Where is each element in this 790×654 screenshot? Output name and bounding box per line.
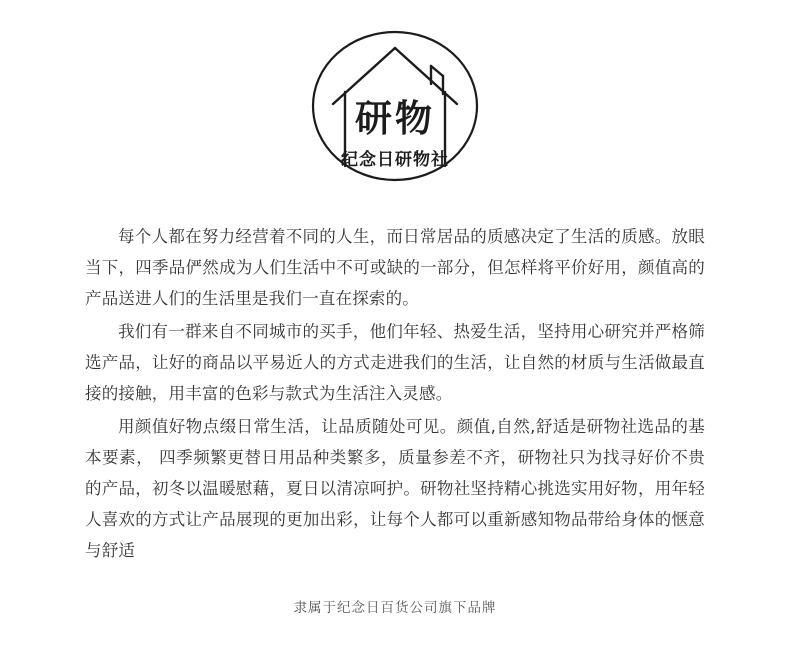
footer-affiliation: 隶属于纪念日百货公司旗下品牌 (293, 600, 497, 616)
paragraph-3: 用颜值好物点缀日常生活，让品质随处可见。颜值,自然,舒适是研物社选品的基本要素， 四季频繁更替日用品种类繁多，质量参差不齐，研物社只为找寻好价不贵的产品，初冬以温暖慰藉，夏日以清凉呵护。研物社坚持精心挑选实用好物，用年轻人喜欢的方式让产品展现的更加出彩，让每个人都可以重新感知物品带给身体的惬意与舒适 (85, 417, 705, 560)
paragraph-2: 我们有一群来自不同城市的买手，他们年轻、热爱生活，坚持用心研究并严格筛选产品，让好的商品以平易近人的方式走进我们的生活，让自然的材质与生活做最直接的接触，用丰富的色彩与款式为生活注入灵感。 (85, 322, 705, 403)
brand-sub-name: 纪念日研物社 (341, 150, 449, 170)
brand-main-name: 研物 (355, 96, 435, 140)
paragraph-1: 每个人都在努力经营着不同的人生，而日常居品的质感决定了生活的质感。放眼当下，四季品俨然成为人们生活中不可或缺的一部分，但怎样将平价好用，颜值高的产品送进人们的生活里是我们一直在探索的。 (85, 227, 705, 308)
brand-story-copy (85, 221, 705, 568)
house-circle-logo-icon (285, 26, 505, 201)
brand-logo (285, 26, 505, 201)
